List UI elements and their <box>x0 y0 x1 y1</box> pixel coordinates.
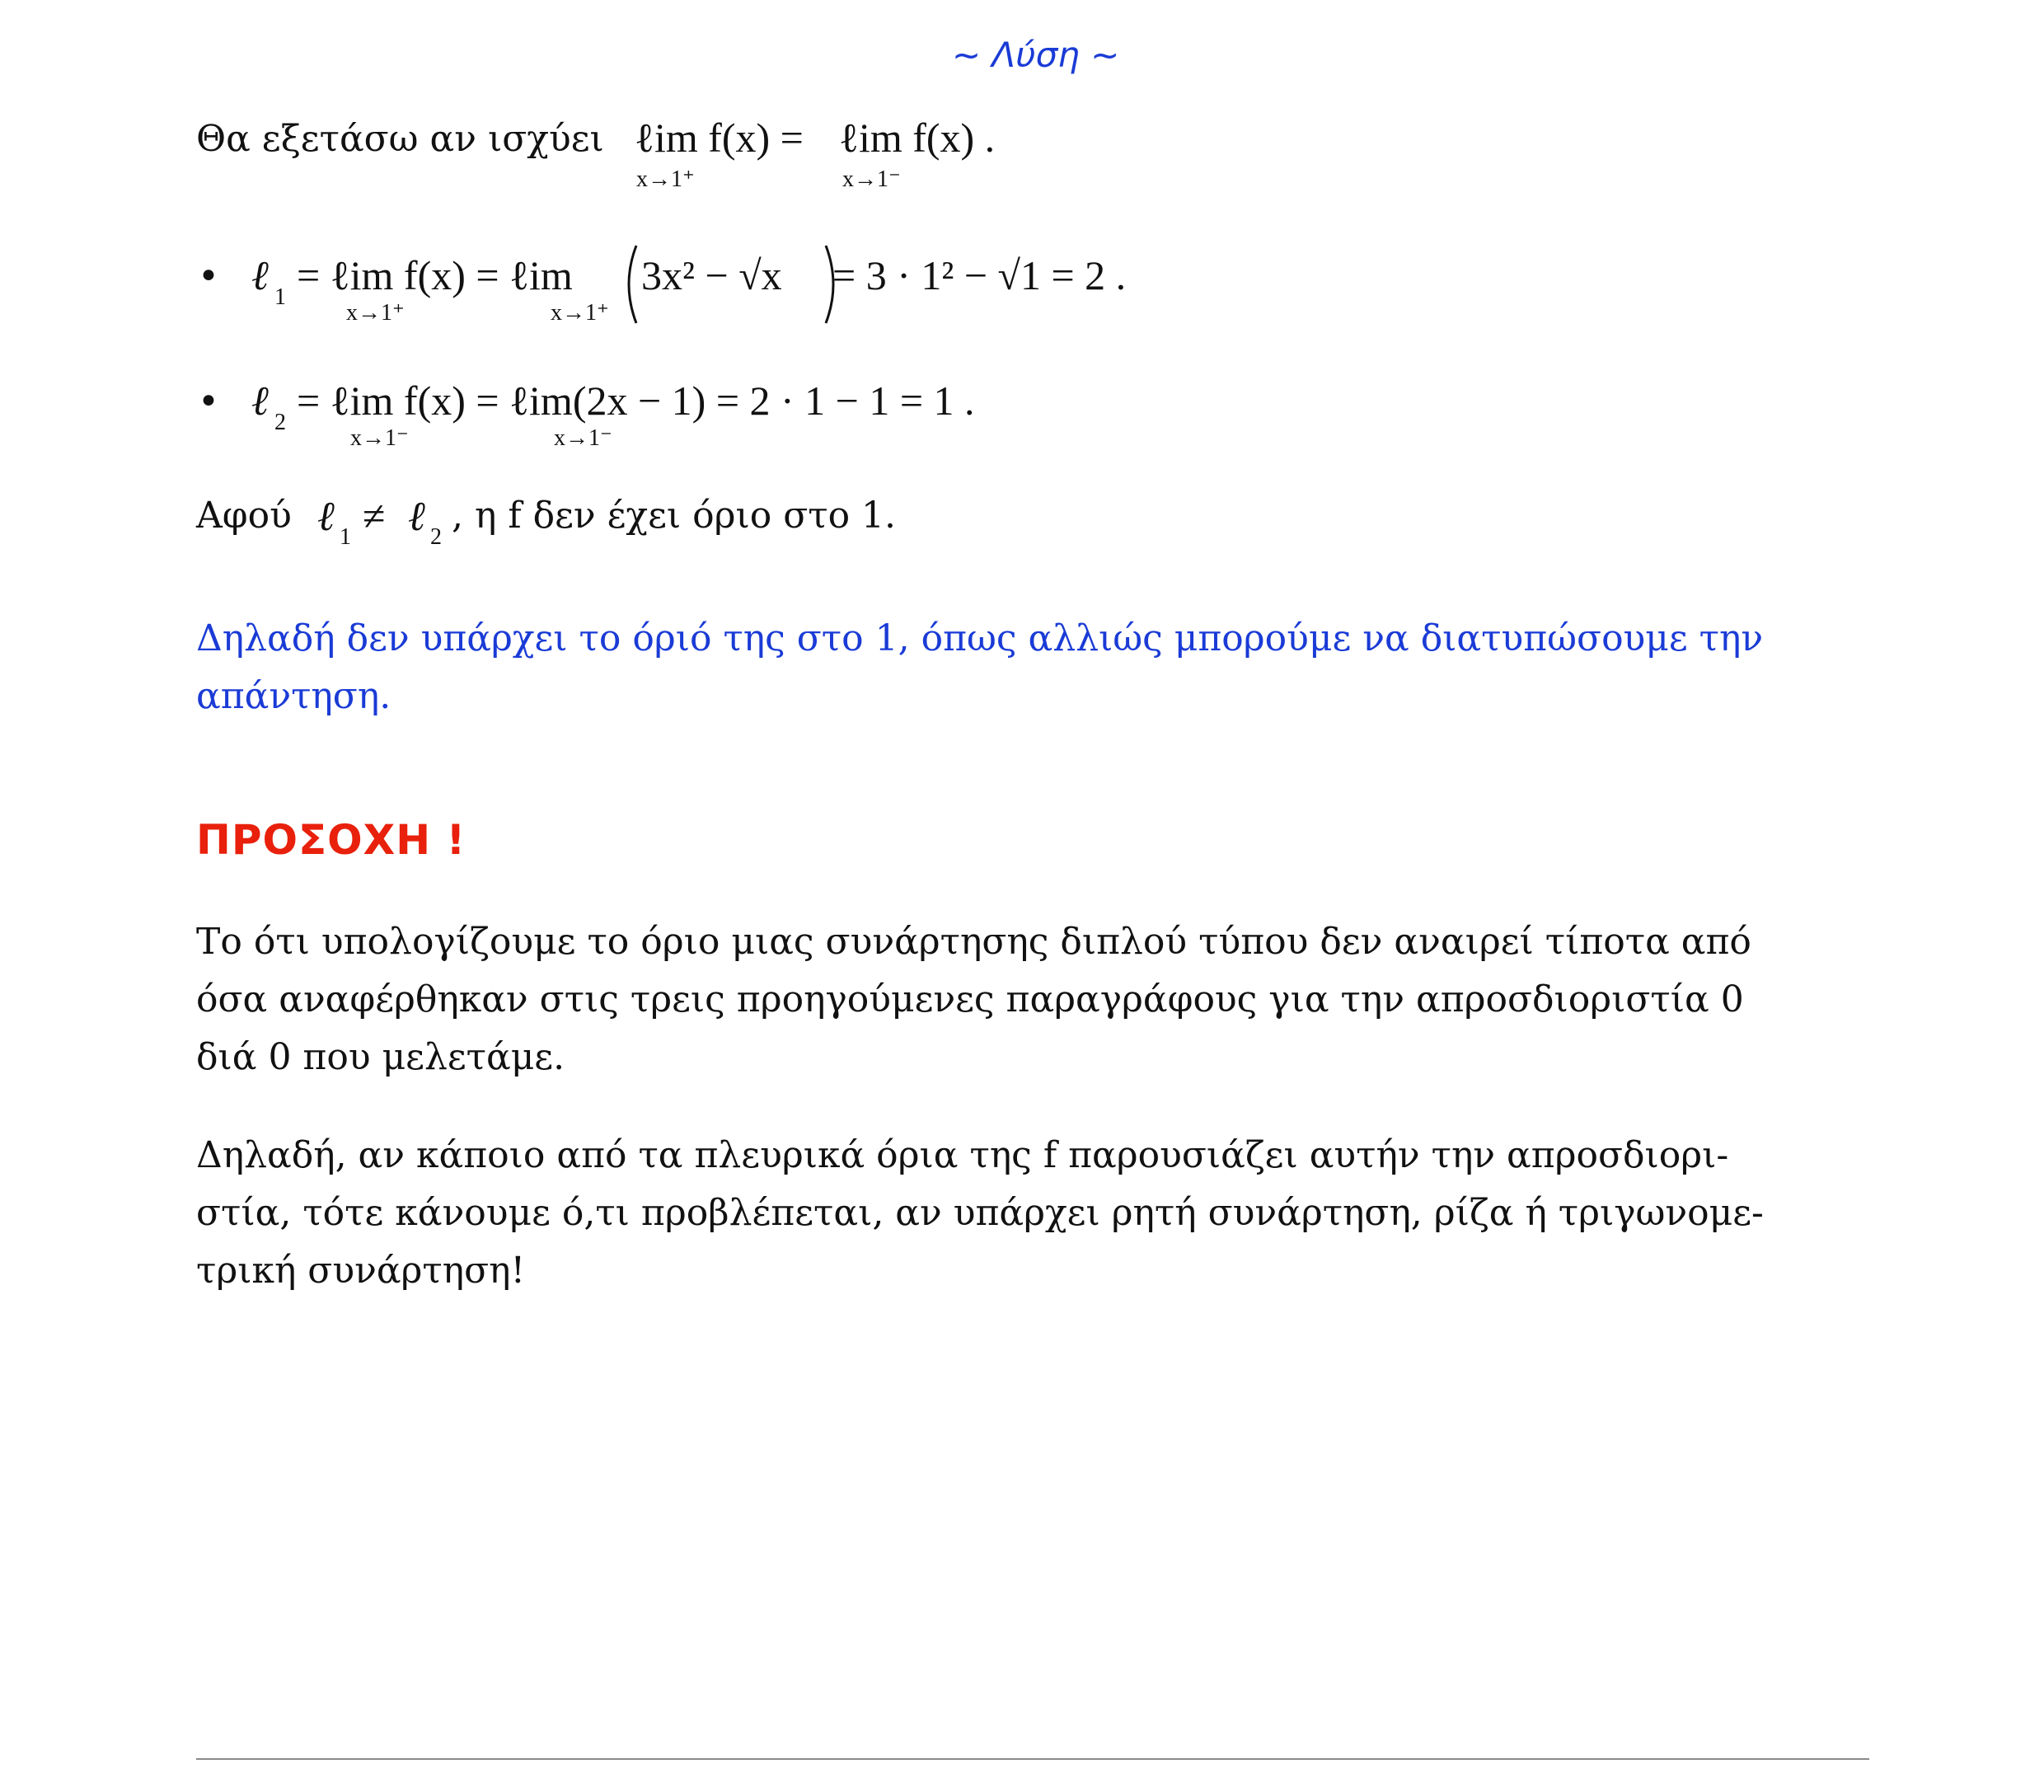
paragraph-2-line-3: τρική συνάρτηση! <box>196 1250 526 1292</box>
intro-limit-right: ℓim f(x) = <box>635 115 804 161</box>
solution-title: ~ Λύση ~ <box>952 35 1120 75</box>
bullet-1-sub-b: x→1⁺ <box>551 300 609 326</box>
intro-limit-left: ℓim f(x) . <box>839 115 996 161</box>
blue-note-line-2: απάντηση. <box>196 675 391 717</box>
bullet-2-ell: ℓ <box>251 378 269 424</box>
bullet-2-subscript: 2 <box>274 410 286 435</box>
conclusion-ell-1: ℓ <box>317 493 335 539</box>
intro-text: Θα εξετάσω αν ισχύει <box>196 118 604 160</box>
paragraph-2-line-1: Δηλαδή, αν κάποιο από τα πλευρικά όρια της f παρουσιάζει αυτήν την απροσδιορι- <box>196 1134 1729 1176</box>
bullet-2-marker: • <box>198 381 219 423</box>
bullet-1-subscript: 1 <box>274 284 286 310</box>
paragraph-2 <box>196 1127 1845 1300</box>
bullet-1-marker: • <box>198 256 219 298</box>
bullet-1-result: = 3 · 1² − √1 = 2 . <box>832 252 1127 298</box>
conclusion-neq: ≠ <box>363 493 386 539</box>
blue-note <box>196 610 1845 725</box>
bullet-2-sub-b: x→1⁻ <box>554 425 612 451</box>
bullet-1-inner: 3x² − √x <box>641 252 782 298</box>
conclusion-post: , η f δεν έχει όριο στο 1. <box>452 495 897 537</box>
paragraph-1 <box>196 913 1845 1086</box>
paragraph-1-line-2: όσα αναφέρθηκαν στις τρεις προηγούμενες παραγράφους για την απροσδιοριστία 0 <box>196 978 1744 1020</box>
conclusion-sub-1: 1 <box>340 524 351 550</box>
footer-divider <box>196 1758 1869 1760</box>
intro-limit-left-sub: x→1⁻ <box>842 167 901 192</box>
intro-limit-right-sub: x→1⁺ <box>636 167 695 192</box>
paragraph-1-line-3: διά 0 που μελετάμε. <box>196 1036 565 1078</box>
warning-heading: ΠΡΟΣΟΧΗ ! <box>196 816 466 864</box>
paragraph-2-line-2: στία, τότε κάνουμε ό,τι προβλέπεται, αν υπάρχει ρητή συνάρτηση, ρίζα ή τριγωνομε- <box>196 1192 1764 1234</box>
bullet-1-sub-a: x→1⁺ <box>346 300 405 326</box>
bullet-2-sub-a: x→1⁻ <box>350 425 409 451</box>
conclusion-pre: Αφού <box>196 495 292 537</box>
paragraph-1-line-1: Το ότι υπολογίζουμε το όριο μιας συνάρτησης διπλού τύπου δεν αναιρεί τίποτα από <box>196 921 1751 963</box>
conclusion-ell-2: ℓ <box>408 493 425 539</box>
bullet-2-limits: = ℓim f(x) = ℓim(2x − 1) = 2 · 1 − 1 = 1 . <box>297 378 975 424</box>
bullet-1-ell: ℓ <box>251 252 269 298</box>
blue-note-line-1: Δηλαδή δεν υπάρχει το όριό της στο 1, όπως αλλιώς μπορούμε να διατυπώσουμε την <box>196 617 1764 659</box>
conclusion-sub-2: 2 <box>430 524 442 550</box>
bullet-1-limits: = ℓim f(x) = ℓim <box>297 252 573 298</box>
